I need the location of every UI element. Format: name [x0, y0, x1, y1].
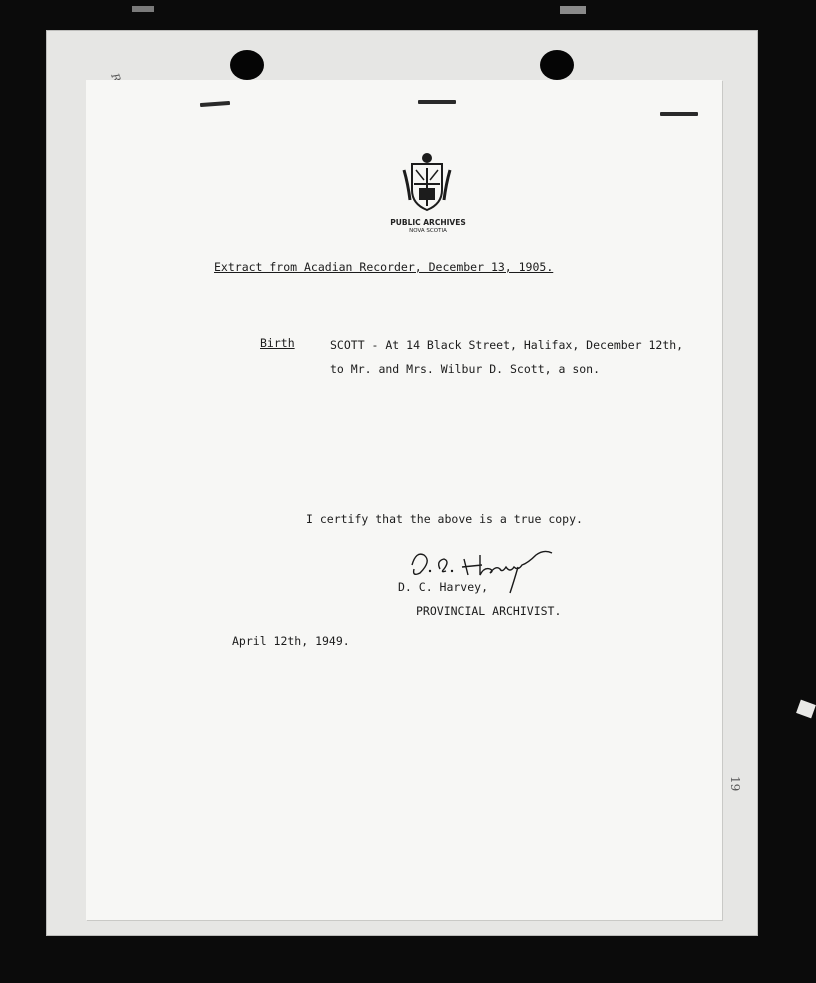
seal-caption-line1: PUBLIC ARCHIVES — [390, 218, 466, 227]
punch-hole-left — [230, 50, 264, 80]
extract-title: Extract from Acadian Recorder, December 13, 1905. — [214, 260, 554, 274]
certification-statement: I certify that the above is a true copy. — [306, 512, 583, 526]
birth-notice-line2: to Mr. and Mrs. Wilbur D. Scott, a son. — [330, 362, 601, 376]
certification-date: April 12th, 1949. — [232, 634, 350, 648]
archivist-title: PROVINCIAL ARCHIVIST. — [416, 604, 562, 618]
seal-caption-line2: NOVA SCOTIA — [409, 228, 447, 234]
birth-notice-line1: SCOTT - At 14 Black Street, Halifax, December 12th, — [330, 338, 684, 352]
certified-extract-sheet — [86, 80, 722, 920]
paper-scrap — [796, 700, 816, 719]
punch-hole-right — [540, 50, 574, 80]
nova-scotia-coat-of-arms-icon — [402, 150, 452, 216]
staple-mark — [200, 101, 230, 107]
staple-mark — [418, 100, 456, 104]
archivist-name: D. C. Harvey, — [398, 580, 489, 594]
paper-scrap — [560, 6, 586, 14]
paper-scrap — [132, 6, 154, 12]
section-label-birth: Birth — [260, 336, 295, 350]
staple-mark — [660, 112, 698, 116]
margin-number: 19 — [728, 776, 742, 792]
